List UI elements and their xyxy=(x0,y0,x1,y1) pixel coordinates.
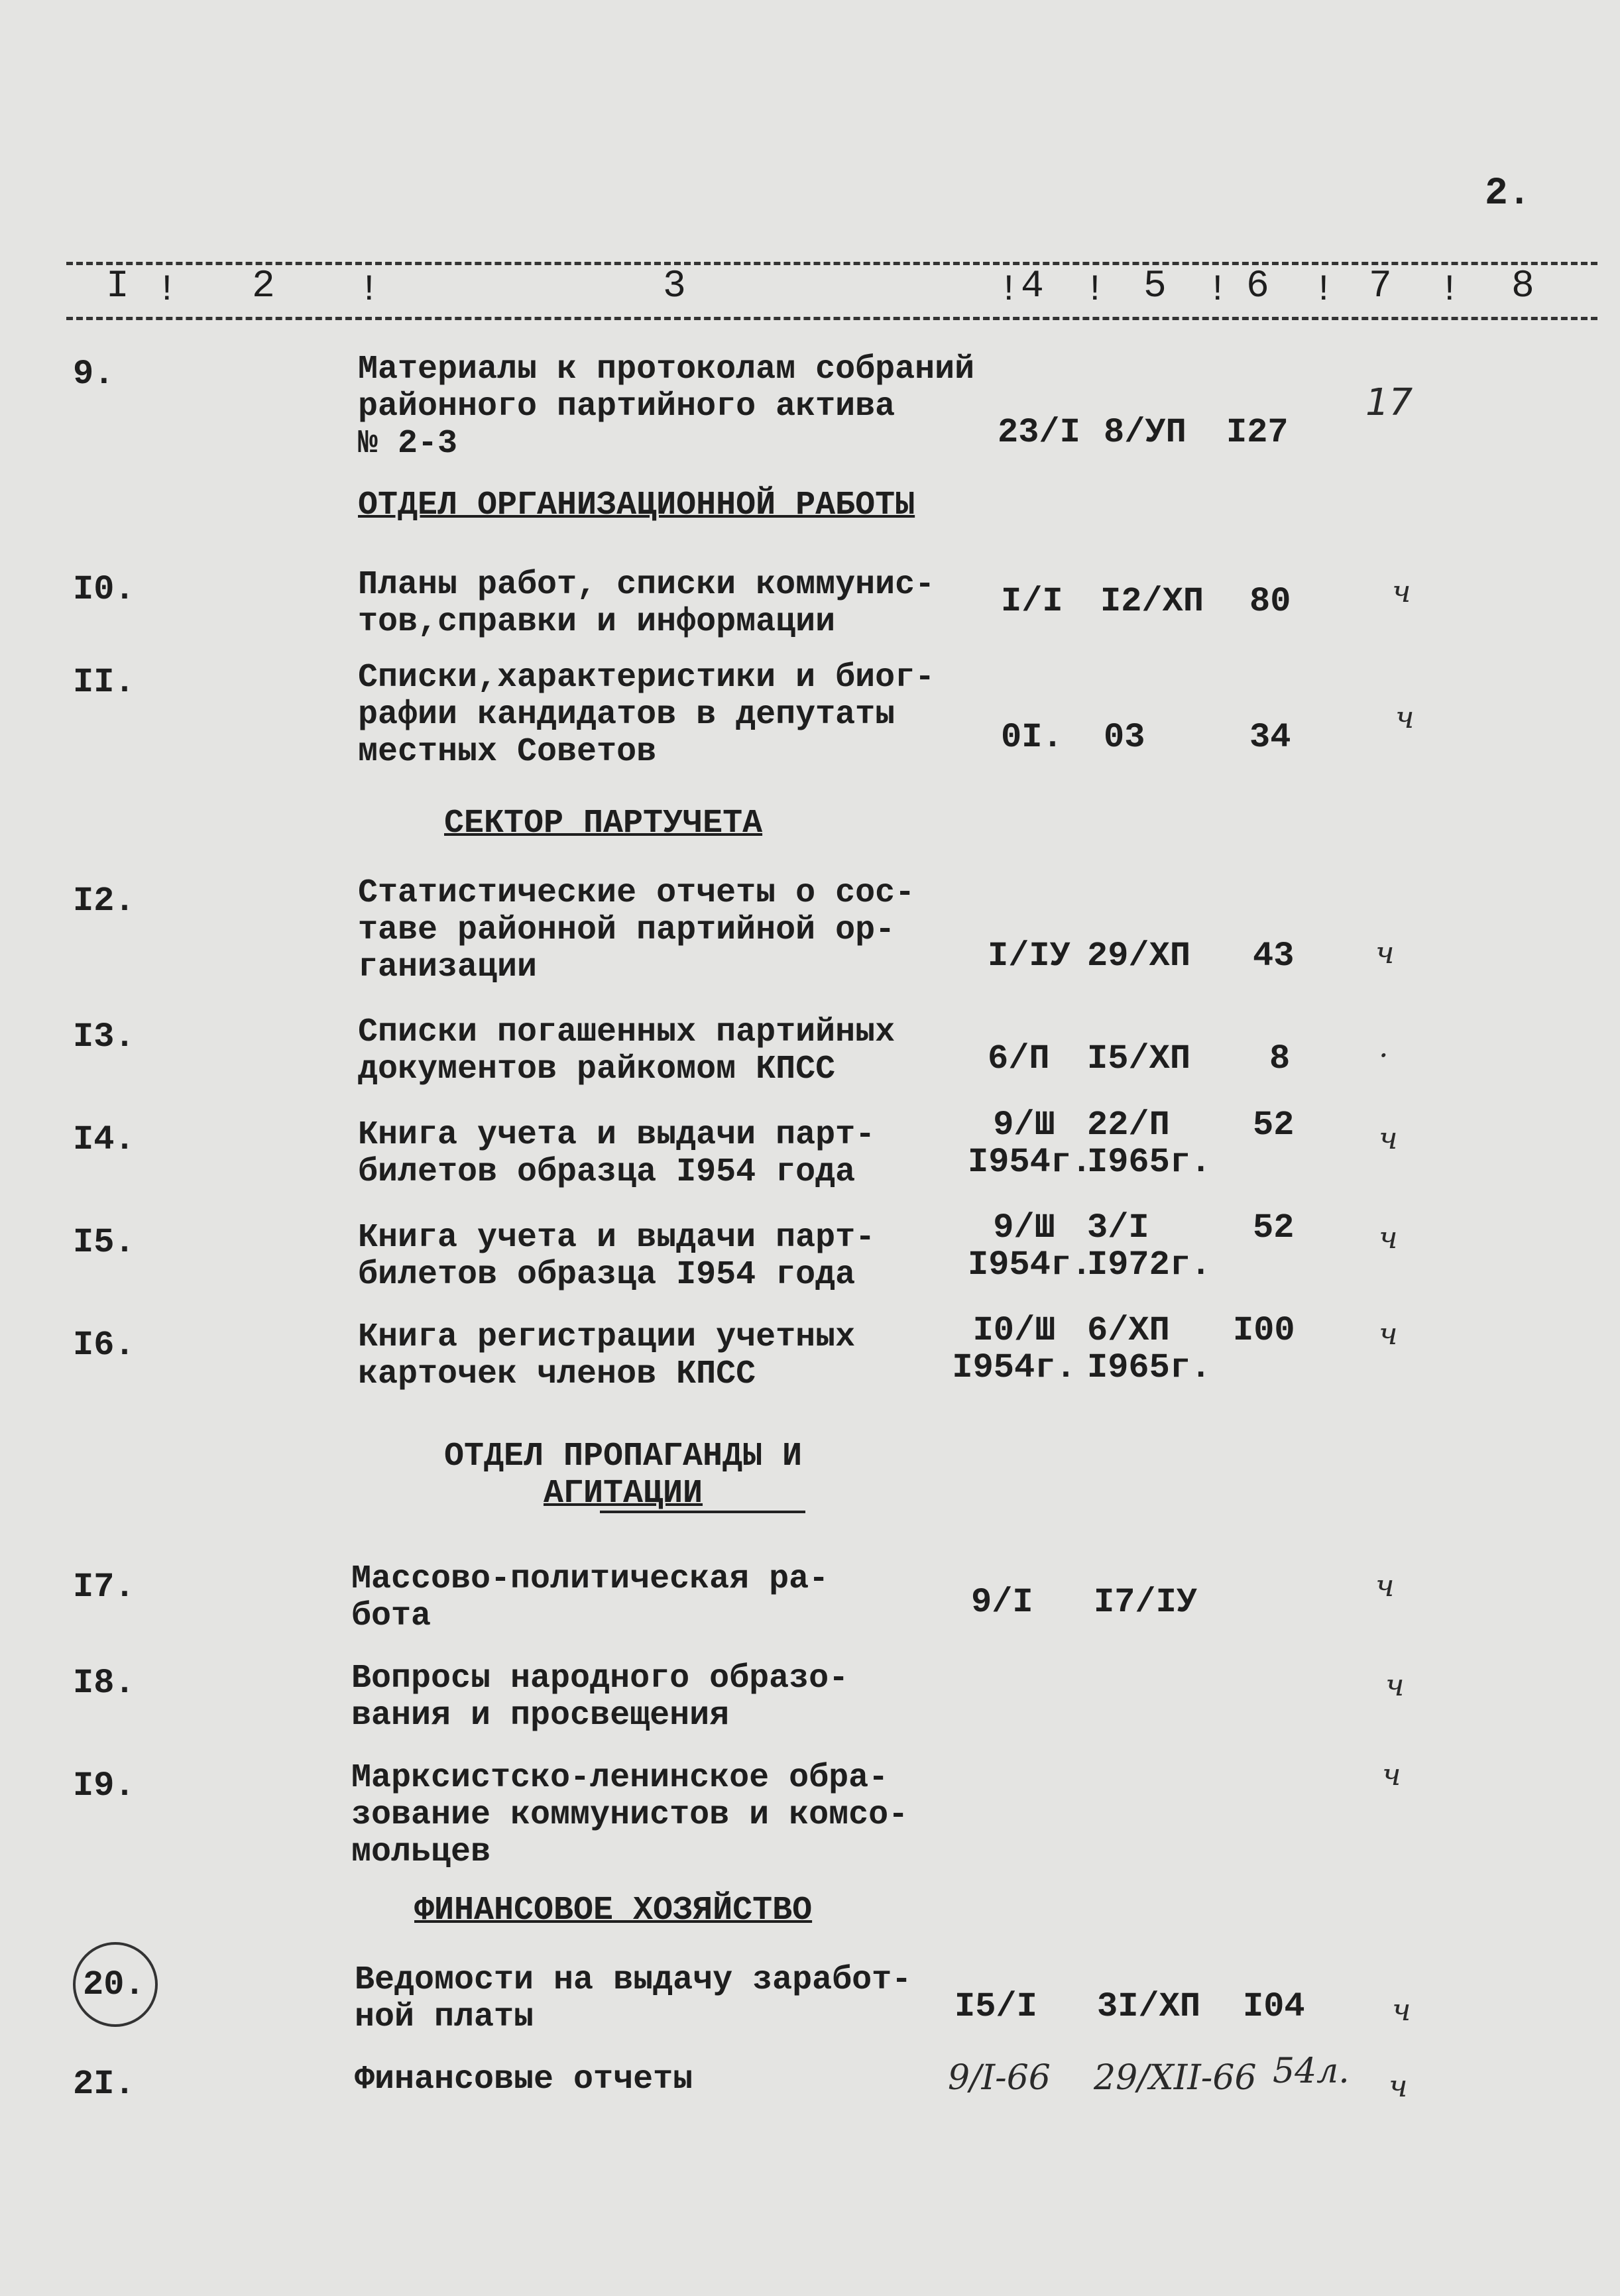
column-header-2: 2 xyxy=(252,265,275,308)
page-number: 2. xyxy=(1485,172,1531,215)
item-number: I4. xyxy=(73,1120,135,1159)
column-separator: ! xyxy=(1438,268,1461,311)
item-number: 2I. xyxy=(73,2065,135,2104)
item-title: Ведомости на выдачу заработ- ной платы xyxy=(355,1961,912,2036)
date-end: 3I/XП xyxy=(1097,1987,1201,2026)
item-title: Вопросы народного образо- вания и просвещения xyxy=(351,1660,849,1735)
date-end: 29/XП xyxy=(1087,937,1191,976)
item-title: Массово-политическая ра- бота xyxy=(351,1560,829,1635)
item-title: Материалы к протоколам собраний районного партийного актива № 2-3 xyxy=(358,351,975,463)
sheet-count: 54л. xyxy=(1273,2051,1350,2091)
item-number: II. xyxy=(73,663,135,702)
date-start: 9/Ш I954г. xyxy=(968,1106,1092,1182)
column-header-1: I xyxy=(106,265,129,308)
date-start: 23/I xyxy=(998,413,1080,452)
sheet-count: I04 xyxy=(1243,1987,1305,2026)
date-end: 22/П I965г. xyxy=(1087,1106,1212,1182)
date-start: I/I xyxy=(1001,582,1063,621)
column-separator: ! xyxy=(358,268,380,311)
item-number: I9. xyxy=(73,1766,135,1806)
column-separator: ! xyxy=(1084,268,1106,311)
column-separator: ! xyxy=(1312,268,1335,311)
date-end: 03 xyxy=(1104,718,1145,757)
sheet-count: 8 xyxy=(1269,1039,1291,1078)
item-number: I2. xyxy=(73,882,135,921)
column-separator: ! xyxy=(1206,268,1229,311)
sheet-count: 80 xyxy=(1249,582,1291,621)
item-title: Финансовые отчеты xyxy=(355,2061,693,2098)
item-title: Статистические отчеты о сос- таве районной партийной ор- ганизации xyxy=(358,874,915,986)
date-end: 29/XII-66 xyxy=(1094,2058,1257,2098)
date-start: 9/I-66 xyxy=(948,2058,1051,2098)
column-header-5: 5 xyxy=(1143,265,1167,308)
column-header-6: 6 xyxy=(1246,265,1269,308)
item-number: 20. xyxy=(83,1965,145,2004)
sheet-count: 34 xyxy=(1249,718,1291,757)
handwritten-mark: ч xyxy=(1382,1756,1401,1792)
section-heading: ОТДЕЛ ОРГАНИЗАЦИОННОЙ РАБОТЫ xyxy=(358,487,915,524)
handwritten-mark: ч xyxy=(1375,935,1395,970)
date-end: 3/I I972г. xyxy=(1087,1208,1212,1285)
item-number: 9. xyxy=(73,355,115,394)
item-title: Планы работ, списки коммунис- тов,справки и информации xyxy=(358,566,935,641)
header-rule-bottom xyxy=(66,317,1597,320)
column-header-8: 8 xyxy=(1511,265,1534,308)
column-header-3: 3 xyxy=(663,265,686,308)
item-number: I0. xyxy=(73,570,135,609)
column-separator: ! xyxy=(998,268,1020,311)
date-start: 9/I xyxy=(971,1583,1033,1622)
handwritten-mark: ч xyxy=(1392,573,1411,609)
handwritten-mark: ч xyxy=(1379,1220,1398,1255)
date-end: I2/XП xyxy=(1100,582,1204,621)
date-end: 8/УП xyxy=(1104,413,1186,452)
sheet-count: 43 xyxy=(1253,937,1295,976)
item-number: I6. xyxy=(73,1326,135,1365)
handwritten-mark: ч xyxy=(1389,2068,1408,2104)
date-end: I5/XП xyxy=(1087,1039,1191,1078)
item-number: I5. xyxy=(73,1223,135,1262)
sheet-count: I27 xyxy=(1226,413,1289,452)
section-heading: ФИНАНСОВОЕ ХОЗЯЙСТВО xyxy=(414,1892,813,1929)
item-title: Марксистско-ленинское обра- зование коммунистов и комсо- мольцев xyxy=(351,1759,909,1871)
date-start: 9/Ш I954г. xyxy=(968,1208,1092,1285)
date-start: I5/I xyxy=(955,1987,1037,2026)
handwritten-mark: ч xyxy=(1392,1992,1411,2028)
handwritten-mark: · xyxy=(1379,1037,1389,1073)
date-start: 6/П xyxy=(988,1039,1050,1078)
item-number: I3. xyxy=(73,1017,135,1057)
item-title: Списки погашенных партийных документов райкомом КПСС xyxy=(358,1013,896,1088)
sheet-count: 52 xyxy=(1253,1106,1295,1145)
handwritten-mark: 17 xyxy=(1365,381,1413,424)
section-heading: СЕКТОР ПАРТУЧЕТА xyxy=(444,805,763,842)
item-number: I7. xyxy=(73,1568,135,1607)
column-separator: ! xyxy=(156,268,178,311)
date-start: I/IУ xyxy=(988,937,1070,976)
handwritten-mark: ч xyxy=(1385,1667,1405,1703)
item-title: Списки,характеристики и биог- рафии кандидатов в депутаты местных Советов xyxy=(358,659,935,771)
date-start: I0/Ш I954г. xyxy=(952,1311,1076,1387)
item-number: I8. xyxy=(73,1664,135,1703)
section-underline xyxy=(600,1511,805,1513)
sheet-count: 52 xyxy=(1253,1208,1295,1247)
section-heading: ОТДЕЛ ПРОПАГАНДЫ И АГИТАЦИИ xyxy=(443,1438,803,1513)
header-rule-top xyxy=(66,262,1597,265)
date-start: 0I. xyxy=(1001,718,1063,757)
date-end: I7/IУ xyxy=(1094,1583,1198,1622)
item-title: Книга учета и выдачи парт- билетов образца I954 года xyxy=(358,1116,876,1191)
handwritten-mark: ч xyxy=(1379,1316,1398,1351)
sheet-count: I00 xyxy=(1233,1311,1295,1350)
handwritten-mark: ч xyxy=(1375,1568,1395,1603)
item-title: Книга регистрации учетных карточек членов КПСС xyxy=(358,1318,856,1393)
column-header-7: 7 xyxy=(1369,265,1392,308)
column-header-4: 4 xyxy=(1021,265,1044,308)
item-title: Книга учета и выдачи парт- билетов образца I954 года xyxy=(358,1219,876,1294)
date-end: 6/XП I965г. xyxy=(1087,1311,1212,1387)
handwritten-mark: ч xyxy=(1379,1120,1398,1156)
handwritten-mark: ч xyxy=(1395,699,1415,735)
